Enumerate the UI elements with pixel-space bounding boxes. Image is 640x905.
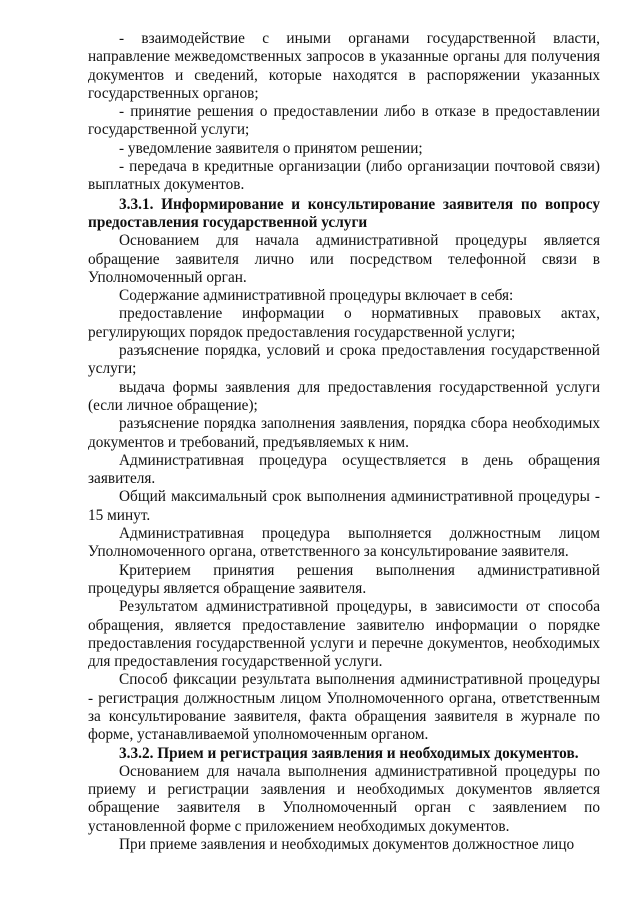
paragraph-explanation-filling: разъяснение порядка заполнения заявления, порядка сбора необходимых документов и требований, предъявляемых к ним. bbox=[88, 415, 600, 451]
paragraph-fixation-method: Способ фиксации результата выполнения административной процедуры - регистрация должностным лицом Уполномоченного органа, ответственным за консультирование заявителя, факта обращения заявителя в журнале по форме, устанавливаемой уполномоченным органом. bbox=[88, 671, 600, 744]
paragraph-reception-basis: Основанием для начала выполнения административной процедуры по приему и регистрации заявления и необходимых документов является обращение заявителя в Уполномоченный орган с заявлением по установленной форме с приложением необходимых документов. bbox=[88, 762, 600, 835]
paragraph-reception-official: При приеме заявления и необходимых документов должностное лицо bbox=[119, 836, 575, 854]
document-page bbox=[88, 30, 600, 854]
paragraph-result: Результатом административной процедуры, в зависимости от способа обращения, является предоставление заявителю информации о порядке предоставления государственной услуги и перечне документов, необходимых для предоставления государственной услуги. bbox=[88, 598, 600, 671]
paragraph-content-intro: Содержание административной процедуры включает в себя: bbox=[119, 287, 514, 305]
paragraph-basis: Основанием для начала административной процедуры является обращение заявителя лично или посредством телефонной связи в Уполномоченный орган. bbox=[88, 232, 600, 286]
paragraph-decision-criterion: Критерием принятия решения выполнения административной процедуры является обращение заявителя. bbox=[88, 561, 600, 597]
list-item-notification: - уведомление заявителя о принятом решении; bbox=[119, 139, 423, 157]
paragraph-responsible-official: Административная процедура выполняется должностным лицом Уполномоченного органа, ответственного за консультирование заявителя. bbox=[88, 525, 600, 561]
list-item-interaction: - взаимодействие с иными органами государственной власти, направление межведомственных запросов в указанные органы для получения документов и сведений, которые находятся в распоряжении указанных государственных органов; bbox=[88, 30, 600, 102]
list-item-decision: - принятие решения о предоставлении либо в отказе в предоставлении государственной услуги; bbox=[88, 103, 600, 139]
paragraph-max-duration: Общий максимальный срок выполнения административной процедуры - 15 минут. bbox=[88, 488, 600, 524]
list-item-transfer: - передача в кредитные организации (либо организации почтовой связи) выплатных документов. bbox=[88, 158, 600, 194]
section-heading-3-3-2: 3.3.2. Прием и регистрация заявления и необходимых документов. bbox=[119, 744, 579, 762]
paragraph-explanation-terms: разъяснение порядка, условий и срока предоставления государственной услуги; bbox=[88, 342, 600, 378]
paragraph-normative-info: предоставление информации о нормативных правовых актах, регулирующих порядок предоставления государственной услуги; bbox=[88, 305, 600, 341]
section-heading-3-3-1: 3.3.1. Информирование и консультирование заявителя по вопросу предоставления государственной услуги bbox=[88, 195, 600, 231]
paragraph-form-issue: выдача формы заявления для предоставления государственной услуги (если личное обращение); bbox=[88, 378, 600, 414]
paragraph-procedure-day: Административная процедура осуществляется в день обращения заявителя. bbox=[88, 451, 600, 488]
